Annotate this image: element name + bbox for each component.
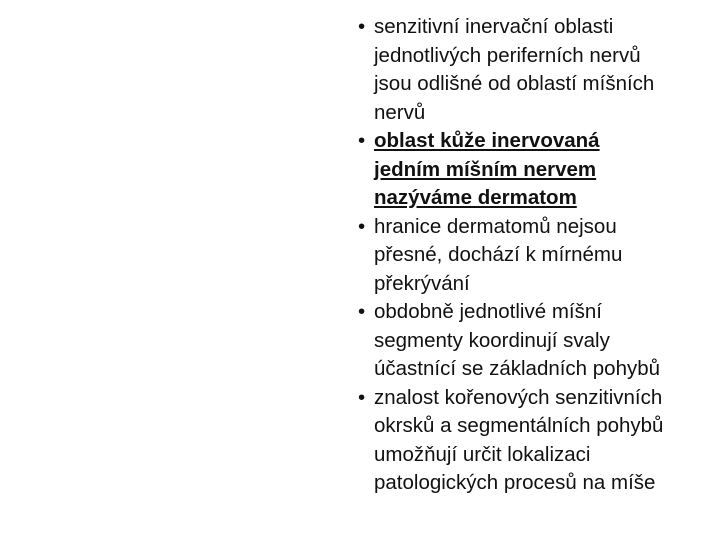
bullet-line: segmenty koordinují svaly — [374, 328, 610, 352]
bullet-line: senzitivní inervační oblasti — [374, 15, 614, 38]
bullet-dot-icon: • — [358, 214, 366, 238]
bullet-dot-icon: • — [358, 15, 366, 38]
bullet-item-3 — [354, 213, 716, 299]
bullet-line: jsou odlišné od oblastí míšních — [374, 72, 655, 95]
bullet-line: umožňují určit lokalizaci — [374, 442, 591, 466]
bullet-item-4 — [354, 298, 716, 384]
bullet-line: jednotlivých periferních nervů — [374, 43, 641, 67]
bullet-line: hranice dermatomů nejsou — [374, 214, 617, 238]
bullet-line: okrsků a segmentálních pohybů — [374, 414, 664, 437]
emphasized-line: jedním míšním nervem — [374, 157, 597, 181]
bullet-dot-icon: • — [358, 129, 366, 152]
emphasized-line: oblast kůže inervovaná — [374, 129, 600, 152]
bullet-line: účastnící se základních pohybů — [374, 357, 661, 380]
bullet-list — [354, 13, 716, 498]
emphasized-line: nazýváme dermatom — [374, 186, 577, 209]
bullet-line: znalost kořenových senzitivních — [374, 385, 663, 409]
bullet-line: přesné, dochází k mírnému — [374, 243, 623, 266]
bullet-item-1 — [354, 13, 716, 127]
bullet-line: obdobně jednotlivé míšní — [374, 300, 602, 323]
bullet-line: překrývání — [374, 271, 470, 295]
bullet-dot-icon: • — [358, 300, 366, 323]
bullet-dot-icon: • — [358, 385, 366, 409]
bullet-line: patologických procesů na míše — [374, 471, 656, 494]
bullet-item-5 — [354, 384, 716, 498]
bullet-item-2 — [354, 127, 716, 213]
bullet-line: nervů — [374, 100, 426, 124]
